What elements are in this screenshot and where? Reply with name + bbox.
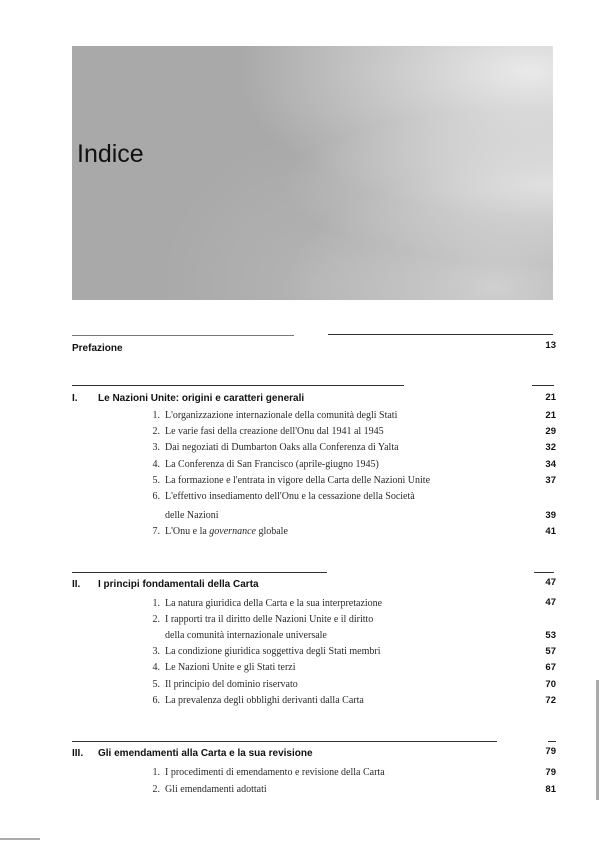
entry-page: 39 xyxy=(545,510,556,521)
entry-text: Le Nazioni Unite e gli Stati terzi xyxy=(165,662,296,673)
entry-text-italic: governance xyxy=(209,526,256,537)
scan-edge-mark xyxy=(596,680,599,800)
divider xyxy=(72,385,404,386)
divider xyxy=(534,572,554,573)
entry-page: 72 xyxy=(545,695,556,706)
section-label: Gli emendamenti alla Carta e la sua revisione xyxy=(98,748,313,759)
entry-number: 1. xyxy=(152,598,160,609)
section-page: 47 xyxy=(545,577,556,588)
entry-text: Gli emendamenti adottati xyxy=(165,784,267,795)
section-number: III. xyxy=(72,748,84,759)
entry-text: I procedimenti di emendamento e revisione della Carta xyxy=(165,767,385,778)
divider xyxy=(532,385,554,386)
entry-number: 5. xyxy=(152,475,160,486)
index-banner xyxy=(72,46,553,300)
entry-number: 1. xyxy=(152,410,160,421)
section-page: 79 xyxy=(545,746,556,757)
section-number: II. xyxy=(72,579,81,590)
entry-text: La formazione e l'entrata in vigore della Carta delle Nazioni Unite xyxy=(165,475,431,486)
entry-page: 79 xyxy=(545,767,556,778)
entry-number: 6. xyxy=(152,695,160,706)
section-page: 21 xyxy=(545,392,556,403)
entry-text: La condizione giuridica soggettiva degli Stati membri xyxy=(165,646,381,657)
section-title xyxy=(72,393,304,404)
entry-page: 29 xyxy=(545,426,556,437)
entry-text: Dai negoziati di Dumbarton Oaks alla Conferenza di Yalta xyxy=(165,442,399,453)
entry-number: 4. xyxy=(152,459,160,470)
scan-edge-mark xyxy=(0,838,40,840)
entry-text: L'organizzazione internazionale della comunità degli Stati xyxy=(165,410,398,421)
entry-page: 37 xyxy=(545,475,556,486)
divider xyxy=(72,741,497,742)
entry-page: 57 xyxy=(545,646,556,657)
entry-number: 7. xyxy=(152,526,160,537)
entry-number: 4. xyxy=(152,662,160,673)
entry-number: 2. xyxy=(152,614,160,625)
entry-page: 47 xyxy=(545,597,556,608)
entry-page: 21 xyxy=(545,410,556,421)
preface-title: Prefazione xyxy=(72,343,123,354)
entry-page: 81 xyxy=(545,784,556,795)
entry-text: Il principio del dominio riservato xyxy=(165,679,298,690)
section-title xyxy=(72,748,313,759)
entry-page: 41 xyxy=(545,526,556,537)
entry-text: della comunità internazionale universale xyxy=(165,630,327,641)
entry-text: La prevalenza degli obblighi derivanti dalla Carta xyxy=(165,695,364,706)
entry-page: 34 xyxy=(545,459,556,470)
entry-text xyxy=(165,524,485,540)
entry-page: 53 xyxy=(545,630,556,641)
entry-text: La natura giuridica della Carta e la sua interpretazione xyxy=(165,598,383,609)
entry-number: 2. xyxy=(152,426,160,437)
entry-text-part: globale xyxy=(258,526,288,537)
index-title: Indice xyxy=(77,140,144,168)
section-number: I. xyxy=(72,393,78,404)
entry-number: 2. xyxy=(152,784,160,795)
entry-number: 3. xyxy=(152,442,160,453)
entry-number: 3. xyxy=(152,646,160,657)
divider xyxy=(72,572,327,573)
entry-text: delle Nazioni xyxy=(165,510,219,521)
entry-text: L'effettivo insediamento dell'Onu e la cessazione della Società xyxy=(165,491,415,502)
entry-text: La Conferenza di San Francisco (aprile-giugno 1945) xyxy=(165,459,379,470)
entry-page: 70 xyxy=(545,679,556,690)
entry-number: 1. xyxy=(152,767,160,778)
entry-number: 5. xyxy=(152,679,160,690)
entry-text-part: L'Onu e la xyxy=(165,526,207,537)
entry-number: 6. xyxy=(152,491,160,502)
entry-text: Le varie fasi della creazione dell'Onu dal 1941 al 1945 xyxy=(165,426,384,437)
entry-page: 32 xyxy=(545,442,556,453)
preface-page: 13 xyxy=(545,340,556,351)
divider xyxy=(72,335,294,336)
divider xyxy=(548,741,556,742)
entry-page: 67 xyxy=(545,662,556,673)
section-label: I principi fondamentali della Carta xyxy=(98,579,259,590)
divider xyxy=(328,334,553,335)
entry-text: I rapporti tra il diritto delle Nazioni Unite e il diritto xyxy=(165,614,374,625)
section-title xyxy=(72,579,259,590)
section-label: Le Nazioni Unite: origini e caratteri generali xyxy=(98,393,305,404)
